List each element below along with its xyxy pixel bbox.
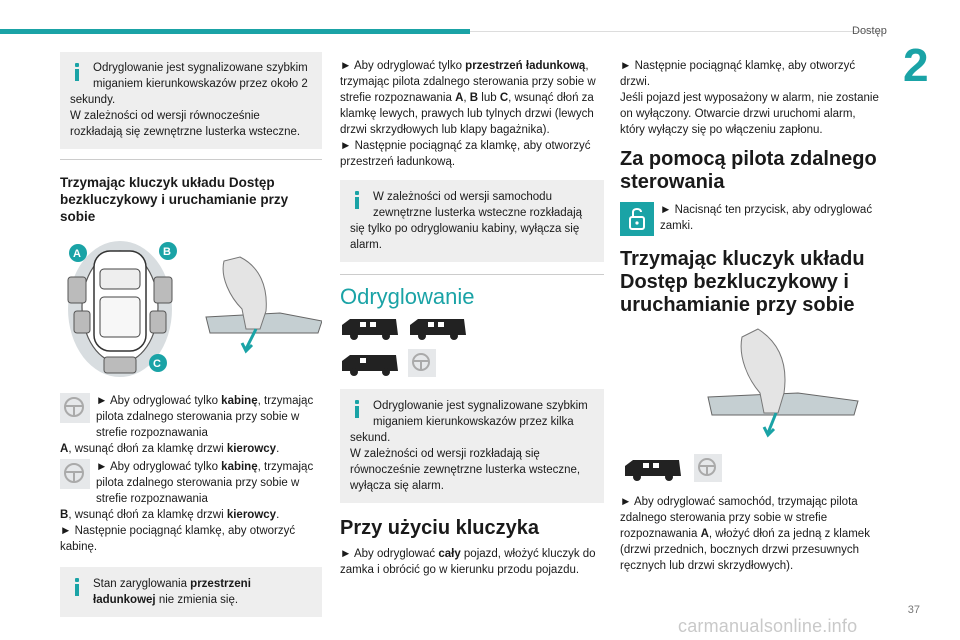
steering-wheel-icon [60,459,90,489]
column-3 [620,52,882,574]
info-note-unlock-signal-2 [340,389,604,503]
info-icon [70,63,84,81]
note-text: W zależności od wersji samochodu zewnętrzne lusterka wsteczne rozkładają [373,191,583,219]
watermark: carmanualsonline.info [678,616,858,636]
keyless-figure [60,237,322,387]
steering-wheel-icon [60,393,90,423]
key-heading: Przy użyciu kluczyka [340,517,539,539]
section-title: Dostęp [852,25,887,37]
note-text: Odryglowanie jest sygnalizowane szybkim miganiem kierunkowskazów przez kilka [373,400,588,428]
chapter-number: 2 [903,39,929,91]
note-text: sekundy. [70,94,116,106]
van-silhouette-icon [340,351,400,377]
step-open-cargo: ► Następnie pociągnąć za klamkę, aby otworzyć przestrzeń ładunkową. [340,140,591,168]
note-text: Odryglowanie jest sygnalizowane szybkim miganiem kierunkowskazów przez około 2 [93,62,308,90]
info-note-cargo-lock: Stan zaryglowania przestrzeni ładunkowej nie zmienia się. [60,567,322,617]
van-silhouette-icon [408,315,468,341]
steering-wheel-icon [694,454,722,482]
hand-handle-figure [698,323,882,448]
van-icons-row-3 [620,454,882,482]
alarm-text: Jeśli pojazd jest wyposażony w alarm, nie zostanie on wyłączony. Otwarcie drzwi uruchomi alarm, który wyłączy się po włączeniu zapłonu. [620,92,879,136]
note-text: W zależności od wersji rozkładają się równocześnie zewnętrzne lusterka wsteczne, wyłącza się alarm. [350,448,581,492]
step-open-doors: ► Następnie pociągnąć klamkę, aby otworzyć drzwi. [620,60,856,88]
section-divider [340,274,604,275]
page-number: 37 [907,604,920,616]
step-key-unlock: ► Aby odryglować cały pojazd, włożyć kluczyk do zamka i obrócić go w kierunku przodu pojazdu. [340,548,596,576]
info-icon [350,191,364,209]
car-topview-zones-figure [60,237,322,387]
hand-handle-figure [698,323,868,443]
steering-wheel-icon [408,349,436,377]
keyless-heading: Trzymając kluczyk układu Dostęp bezkluczykowy i uruchamianie przy sobie [60,175,289,224]
note-text: W zależności od wersji równocześnie rozkładają się zewnętrzne lusterka wsteczne. [70,110,301,138]
section-divider [60,159,322,160]
van-silhouette-icon [340,315,400,341]
remote-heading: Za pomocą pilota zdalnego sterowania [620,148,877,193]
step-cabin-b: ► Aby odryglować tylko kabinę, trzymając pilota zdalnego sterowania przy sobie w strefie rozpoznawania B, wsunąć dłoń za klamkę drzwi kierowcy. [60,461,314,521]
van-icons-row-2 [340,349,604,377]
van-icons-row-1 [340,315,604,341]
step-keyless-unlock: ► Aby odryglować samochód, trzymając pilota zdalnego sterowania przy sobie w strefie rozpoznawania A, włożyć dłoń za jedną z klamek (drzwi przednich, bocznych drzwi przesuwnych ręcznych lub drzwi skrzydłowych). [620,496,870,572]
unlock-button-icon [620,202,654,236]
column-2 [340,52,604,578]
unlocking-title: Odryglowanie [340,284,475,309]
note-text: sekund. [350,432,391,444]
header-rule [470,31,884,32]
info-icon [350,400,364,418]
column-1 [60,52,322,617]
step-open-cabin: ► Następnie pociągnąć klamkę, aby otworzyć kabinę. [60,525,296,553]
info-note-unlock-signal [60,52,322,149]
zone-label-b: B [163,246,171,258]
van-silhouette-icon [620,456,686,482]
step-remote-unlock: ► Nacisnąć ten przycisk, aby odryglować zamki. [620,202,882,234]
note-text: się tylko po odryglowaniu kabiny, wyłącza się alarm. [350,223,580,251]
zone-label-a: A [73,248,81,260]
keyless-heading-2: Trzymając kluczyk układu Dostęp bezkluczykowy i uruchamianie przy sobie [620,248,865,316]
step-cabin-a: ► Aby odryglować tylko kabinę, trzymając pilota zdalnego sterowania przy sobie w strefie rozpoznawania A, wsunąć dłoń za klamkę drzwi kierowcy. [60,395,314,455]
step-cargo: ► Aby odryglować tylko przestrzeń ładunkową, trzymając pilota zdalnego sterowania przy sobie w strefie rozpoznawania A, B lub C, wsunąć dłoń za klamkę lewych, prawych lub tylnych drzwi (lewych drzwi skrzydłowych lub klapy bagażnika). [340,60,596,136]
info-note-mirrors [340,180,604,262]
zone-label-c: C [153,358,161,370]
header-accent-bar [0,29,470,34]
info-icon [70,578,84,596]
